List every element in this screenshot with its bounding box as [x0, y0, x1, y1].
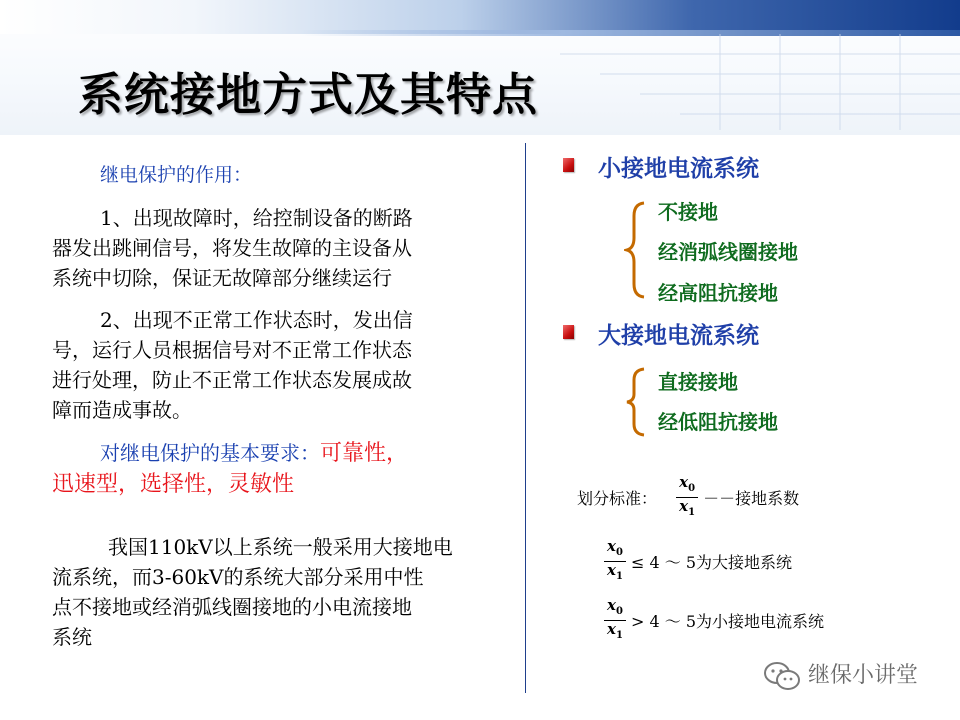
para3-line3: 点不接地或经消弧线圈接地的小电流接地 [52, 595, 412, 619]
criterion-desc: －－接地系数 [703, 489, 800, 508]
small-system-item-1: 不接地 [658, 200, 718, 224]
criterion-label: 划分标准： [577, 489, 658, 508]
requirement-value-2: 迅速型，选择性，灵敏性 [52, 472, 295, 497]
rule-large-system [604, 538, 792, 585]
small-system-item-2: 经消弧线圈接地 [658, 240, 798, 264]
column-divider [525, 143, 526, 693]
rule-small-system [604, 597, 824, 644]
small-system-title: 小接地电流系统 [598, 156, 759, 182]
header-gradient-bar [0, 0, 960, 34]
header-decoration [520, 34, 960, 130]
page-title: 系统接地方式及其特点 [78, 68, 539, 121]
para1-line1: 1、出现故障时，给控制设备的断路 [100, 206, 413, 230]
para2-line2: 号，运行人员根据信号对不正常工作状态 [52, 338, 412, 362]
coefficient-fraction: $\frac{x_0}{x_1}$ [604, 597, 626, 644]
requirement-line1 [100, 437, 408, 470]
red-square-bullet-icon [563, 325, 574, 339]
para2-line4: 障而造成事故。 [52, 398, 192, 422]
para2-line3: 进行处理，防止不正常工作状态发展成故 [52, 368, 412, 392]
large-system-item-2: 经低阻抗接地 [658, 410, 778, 434]
rule1-text: ≤ 4 ～ 5为大接地系统 [631, 553, 793, 572]
requirement-label: 对继电保护的基本要求： [100, 441, 320, 465]
para3-line4: 系统 [52, 625, 92, 649]
grounding-coefficient-fraction: $\frac{x_0}{x_1}$ [676, 474, 698, 521]
para1-line2: 器发出跳闸信号，将发生故障的主设备从 [52, 236, 412, 260]
left-brace-icon [624, 366, 648, 438]
watermark-text: 继保小讲堂 [808, 663, 919, 688]
para2-line1: 2、出现不正常工作状态时，发出信 [100, 308, 413, 332]
requirement-value-1: 可靠性， [320, 441, 409, 466]
para3-line2: 流系统，而3-60kV的系统大部分采用中性 [52, 565, 424, 589]
para1-line3: 系统中切除，保证无故障部分继续运行 [52, 266, 392, 290]
small-system-item-3: 经高阻抗接地 [658, 281, 778, 305]
coefficient-fraction: $\frac{x_0}{x_1}$ [604, 538, 626, 585]
protection-role-heading: 继电保护的作用： [100, 164, 253, 186]
para3-line1: 我国110kV以上系统一般采用大接地电 [108, 535, 453, 559]
large-system-title: 大接地电流系统 [598, 323, 759, 349]
wechat-icon [762, 660, 802, 692]
left-brace-icon [624, 200, 648, 300]
criterion-formula [577, 474, 799, 521]
large-system-item-1: 直接接地 [658, 370, 738, 394]
red-square-bullet-icon [563, 158, 574, 172]
rule2-text: > 4 ～ 5为小接地电流系统 [631, 612, 825, 631]
